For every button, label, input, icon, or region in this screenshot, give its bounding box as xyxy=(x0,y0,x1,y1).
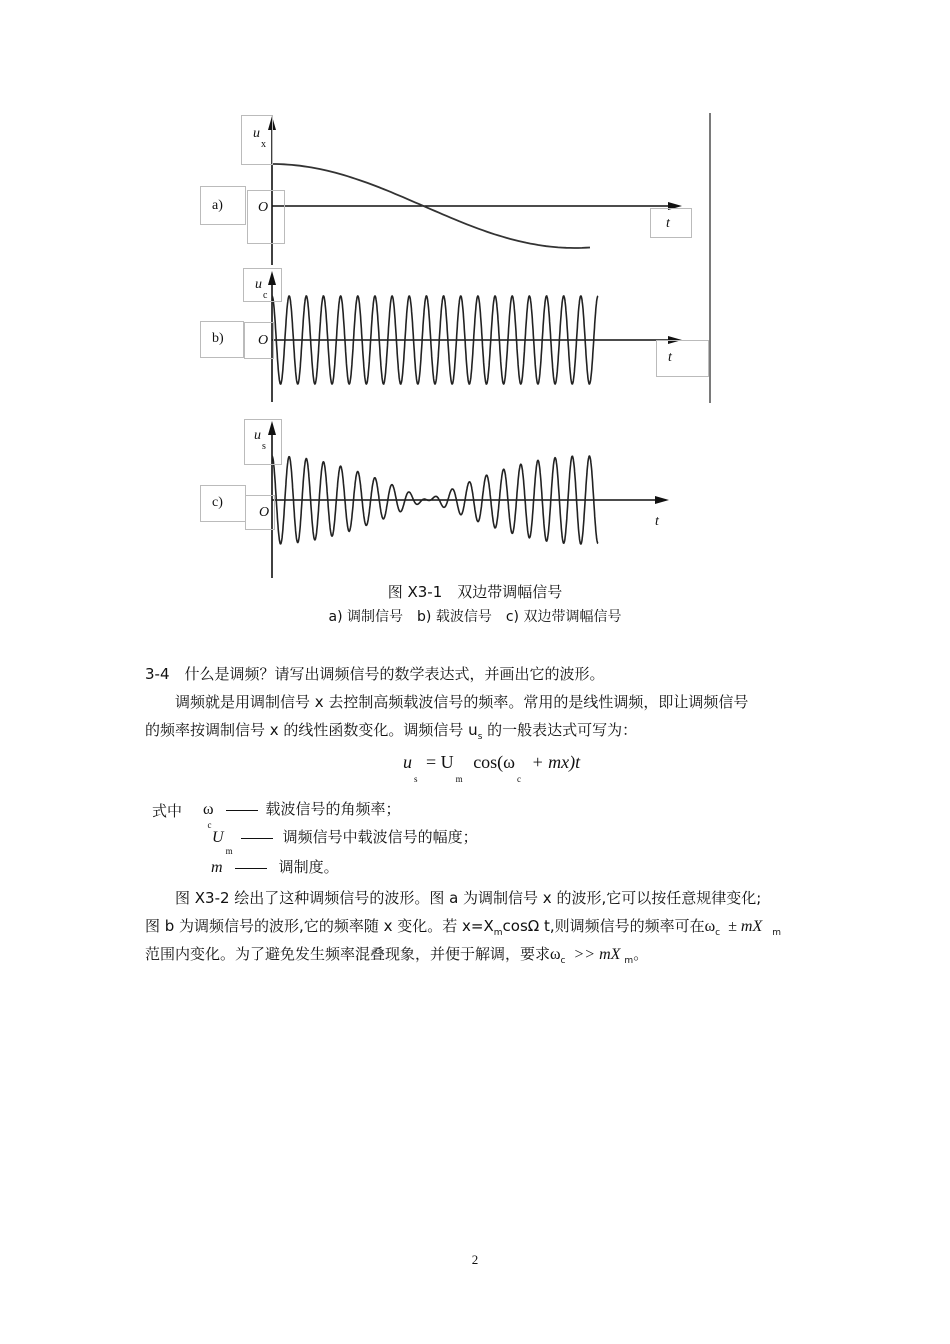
where-label: 式中 xyxy=(152,802,183,820)
axis-t-a: t xyxy=(666,216,670,231)
paragraph-2-line-2: 图 b 为调频信号的波形,它的频率随 x 变化。若 $x=X_m\cos\Omega$ t,则调频信号的频率可在$\omega_c$ ± mX $_m$ xyxy=(145,917,782,938)
panel-c-label: c) xyxy=(212,495,223,510)
label-box-a xyxy=(200,186,246,225)
axis-uc-sub: c xyxy=(263,290,268,301)
origin-b: O xyxy=(258,333,269,348)
label-box-oa xyxy=(247,190,285,244)
axis-us-sub: s xyxy=(262,441,266,452)
axis-uc-label: u xyxy=(255,277,262,292)
figure-caption-sub: a) 调制信号 b) 载波信号 c) 双边带调幅信号 xyxy=(328,609,622,625)
axis-ux-label: u xyxy=(253,126,260,141)
figure-caption-title: 图 X3-1 双边带调幅信号 xyxy=(387,583,563,601)
axis-us-label: u xyxy=(254,428,261,443)
origin-a: O xyxy=(258,200,269,215)
label-box-c xyxy=(200,485,246,522)
figure-x3-1 xyxy=(0,0,950,600)
axis-t-b: t xyxy=(668,350,672,365)
origin-c: O xyxy=(259,505,270,520)
paragraph-1-line-2: 的频率按调制信号 x 的线性函数变化。调频信号 $u_s$ 的一般表达式可写为： xyxy=(145,721,638,742)
def-u-m: $U_m$ 调频信号中载波信号的幅度； xyxy=(212,828,478,856)
fm-formula: $u_s = U_m$ $\cos(\omega_c + mx)t$ xyxy=(403,752,581,784)
paragraph-2-line-1: 图 X3-2 绘出了这种调频信号的波形。图 a 为调制信号 x 的波形,它可以按任意规律变化; xyxy=(175,889,762,907)
axis-ux-sub: x xyxy=(261,139,266,150)
def-omega-c: $\omega_c$ 载波信号的角频率； xyxy=(203,800,401,830)
panel-b-label: b) xyxy=(212,331,224,346)
panel-a-label: a) xyxy=(212,198,223,213)
label-box-ta xyxy=(650,208,692,238)
def-m: m 调制度。 xyxy=(211,858,339,876)
label-box-tb xyxy=(656,340,709,377)
axis-t-c: t xyxy=(655,514,659,529)
paragraph-1-line-1: 调频就是用调制信号 x 去控制高频载波信号的频率。常用的是线性调频，即让调频信号 xyxy=(175,693,749,711)
page-number: 2 xyxy=(471,1252,479,1267)
paragraph-2-line-3: 范围内变化。为了避免发生频率混叠现象，并便于解调，要求$\omega_c$ >> mX $_m$。 xyxy=(145,945,649,966)
question-heading: 3-4 什么是调频？请写出调频信号的数学表达式，并画出它的波形。 xyxy=(145,665,605,683)
